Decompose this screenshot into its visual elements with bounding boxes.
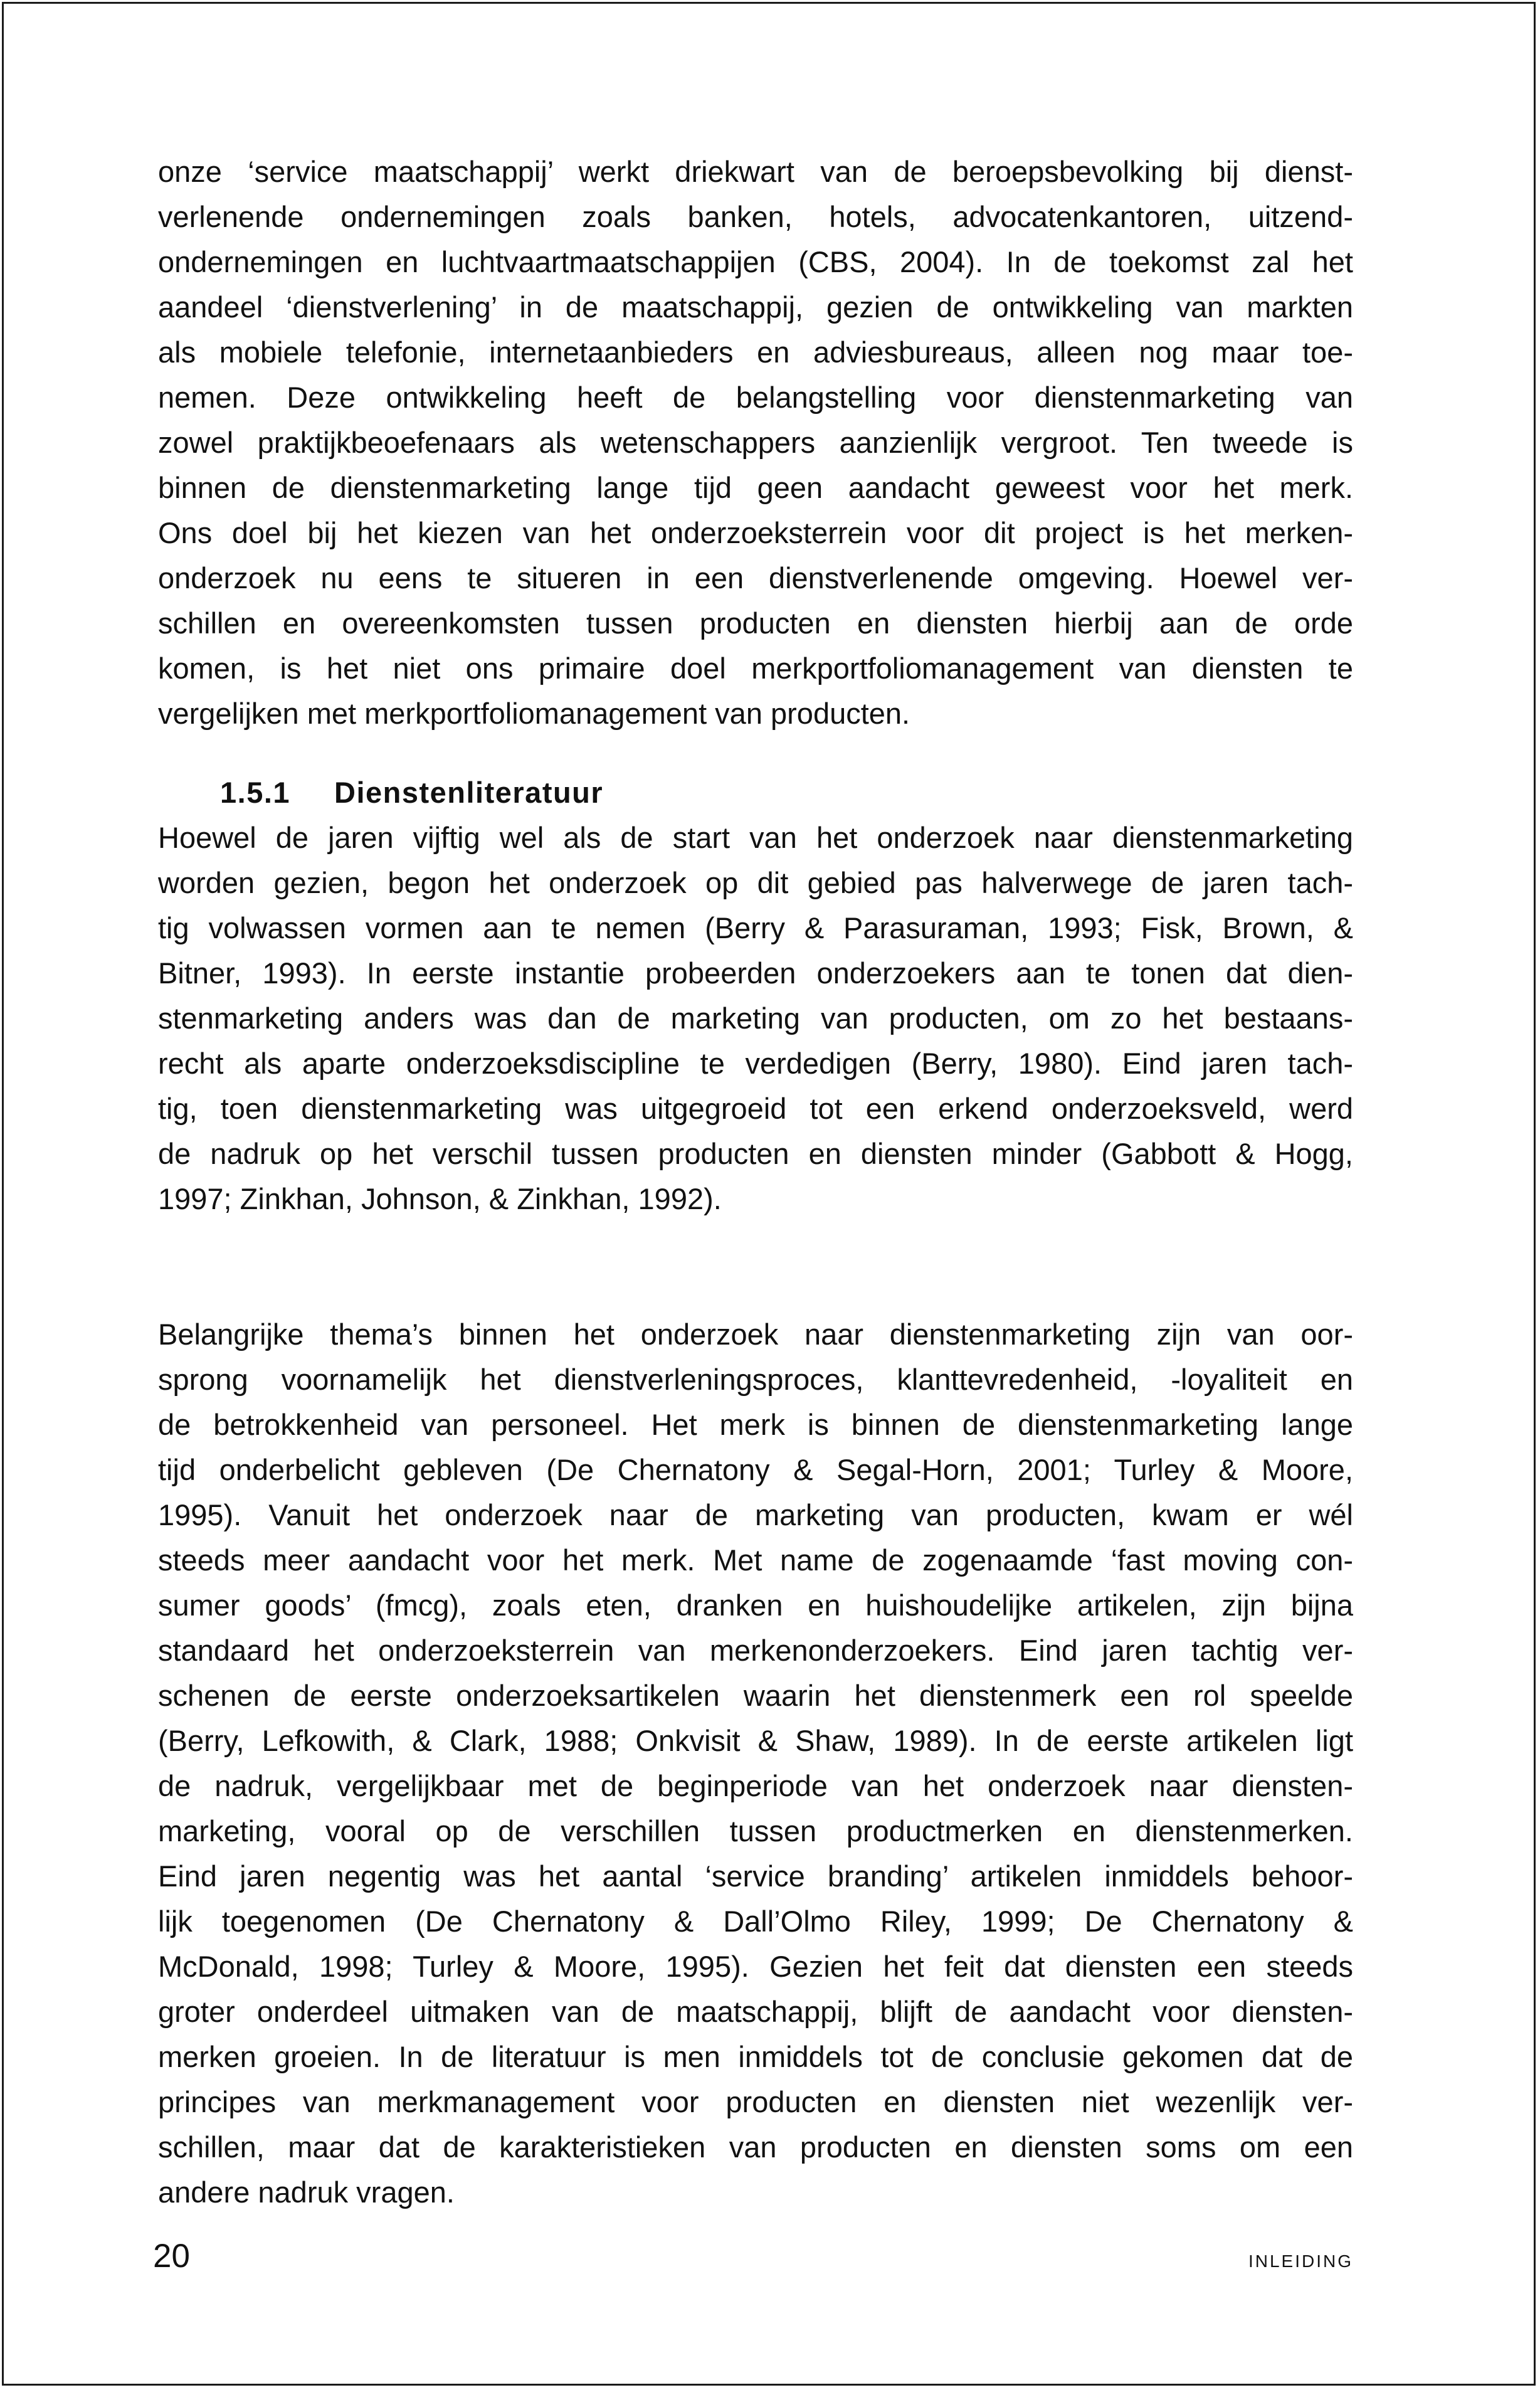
text-line: Eind jaren negentig was het aantal ‘service branding’ artikelen inmiddels behoor- bbox=[158, 1859, 1353, 1893]
section-heading bbox=[158, 770, 1353, 815]
text-line: tig, toen dienstenmarketing was uitgegroeid tot een erkend onderzoeksveld, werd bbox=[158, 1092, 1353, 1125]
body-text bbox=[158, 149, 1353, 2215]
paragraph-2 bbox=[158, 815, 1353, 1222]
text-line: onze ‘service maatschappij’ werkt driekwart van de beroepsbevolking bij dienst- bbox=[158, 155, 1353, 188]
text-line: onderzoek nu eens te situeren in een dienstverlenende omgeving. Hoewel ver- bbox=[158, 561, 1353, 595]
text-line: zowel praktijkbeoefenaars als wetenschappers aanzienlijk vergroot. Ten tweede is bbox=[158, 426, 1353, 459]
text-line: Hoewel de jaren vijftig wel als de start van het onderzoek naar dienstenmarketing bbox=[158, 821, 1353, 854]
text-line: standaard het onderzoeksterrein van merkenonderzoekers. Eind jaren tachtig ver- bbox=[158, 1634, 1353, 1667]
paragraph-1 bbox=[158, 149, 1353, 736]
text-line: ondernemingen en luchtvaartmaatschappijen (CBS, 2004). In de toekomst zal het bbox=[158, 245, 1353, 278]
text-line: 1997; Zinkhan, Johnson, & Zinkhan, 1992). bbox=[158, 1182, 722, 1215]
text-line: principes van merkmanagement voor producten en diensten niet wezenlijk ver- bbox=[158, 2085, 1353, 2118]
text-line: 1995). Vanuit het onderzoek naar de marketing van producten, kwam er wél bbox=[158, 1498, 1353, 1531]
text-line: schenen de eerste onderzoeksartikelen waarin het dienstenmerk een rol speelde bbox=[158, 1679, 1353, 1712]
text-line: andere nadruk vragen. bbox=[158, 2176, 455, 2209]
text-line: schillen en overeenkomsten tussen producten en diensten hierbij aan de orde bbox=[158, 606, 1353, 640]
text-line: als mobiele telefonie, internetaanbieders en adviesbureaus, alleen nog maar toe- bbox=[158, 336, 1353, 369]
paragraph-3 bbox=[158, 1312, 1353, 2215]
text-line: Belangrijke thema’s binnen het onderzoek naar dienstenmarketing zijn van oor- bbox=[158, 1318, 1353, 1351]
text-line: McDonald, 1998; Turley & Moore, 1995). Gezien het feit dat diensten een steeds bbox=[158, 1950, 1353, 1983]
text-line: tig volwassen vormen aan te nemen (Berry & Parasuraman, 1993; Fisk, Brown, & bbox=[158, 911, 1353, 944]
text-line: Ons doel bij het kiezen van het onderzoeksterrein voor dit project is het merken- bbox=[158, 516, 1353, 549]
text-line: de nadruk op het verschil tussen producten en diensten minder (Gabbott & Hogg, bbox=[158, 1137, 1353, 1170]
page-number: 20 bbox=[153, 2238, 190, 2275]
paragraph-spacer bbox=[158, 1222, 1353, 1312]
text-line: Bitner, 1993). In eerste instantie probeerden onderzoekers aan te tonen dat dien- bbox=[158, 956, 1353, 990]
section-number: 1.5.1 bbox=[220, 776, 291, 809]
text-line: steeds meer aandacht voor het merk. Met name de zogenaamde ‘fast moving con- bbox=[158, 1543, 1353, 1577]
text-line: schillen, maar dat de karakteristieken van producten en diensten soms om een bbox=[158, 2130, 1353, 2164]
text-line: stenmarketing anders was dan de marketing van producten, om zo het bestaans- bbox=[158, 1002, 1353, 1035]
text-line: sprong voornamelijk het dienstverleningsproces, klanttevredenheid, -loyaliteit en bbox=[158, 1363, 1353, 1396]
text-line: merken groeien. In de literatuur is men inmiddels tot de conclusie gekomen dat de bbox=[158, 2040, 1353, 2073]
text-line: aandeel ‘dienstverlening’ in de maatschappij, gezien de ontwikkeling van markten bbox=[158, 290, 1353, 324]
text-line: sumer goods’ (fmcg), zoals eten, dranken en huishoudelijke artikelen, zijn bijna bbox=[158, 1589, 1353, 1622]
text-line: worden gezien, begon het onderzoek op dit gebied pas halverwege de jaren tach- bbox=[158, 866, 1353, 899]
text-line: tijd onderbelicht gebleven (De Chernatony & Segal-Horn, 2001; Turley & Moore, bbox=[158, 1453, 1353, 1486]
text-line: (Berry, Lefkowith, & Clark, 1988; Onkvisit & Shaw, 1989). In de eerste artikelen ligt bbox=[158, 1724, 1353, 1757]
text-line: binnen de dienstenmarketing lange tijd geen aandacht geweest voor het merk. bbox=[158, 471, 1353, 504]
text-line: de betrokkenheid van personeel. Het merk is binnen de dienstenmarketing lange bbox=[158, 1408, 1353, 1441]
text-line: marketing, vooral op de verschillen tussen productmerken en dienstenmerken. bbox=[158, 1814, 1353, 1848]
text-line: de nadruk, vergelijkbaar met de beginperiode van het onderzoek naar diensten- bbox=[158, 1769, 1353, 1802]
text-line: nemen. Deze ontwikkeling heeft de belangstelling voor dienstenmarketing van bbox=[158, 381, 1353, 414]
text-line: lijk toegenomen (De Chernatony & Dall’Olmo Riley, 1999; De Chernatony & bbox=[158, 1905, 1353, 1938]
running-footer-title: INLEIDING bbox=[1248, 2251, 1353, 2271]
text-line: vergelijken met merkportfoliomanagement van producten. bbox=[158, 697, 910, 730]
text-line: groter onderdeel uitmaken van de maatschappij, blijft de aandacht voor diensten- bbox=[158, 1995, 1353, 2028]
section-title: Dienstenliteratuur bbox=[334, 776, 604, 809]
text-line: komen, is het niet ons primaire doel merkportfoliomanagement van diensten te bbox=[158, 652, 1353, 685]
text-line: verlenende ondernemingen zoals banken, hotels, advocatenkantoren, uitzend- bbox=[158, 200, 1353, 233]
text-line: recht als aparte onderzoeksdiscipline te verdedigen (Berry, 1980). Eind jaren tach- bbox=[158, 1047, 1353, 1080]
